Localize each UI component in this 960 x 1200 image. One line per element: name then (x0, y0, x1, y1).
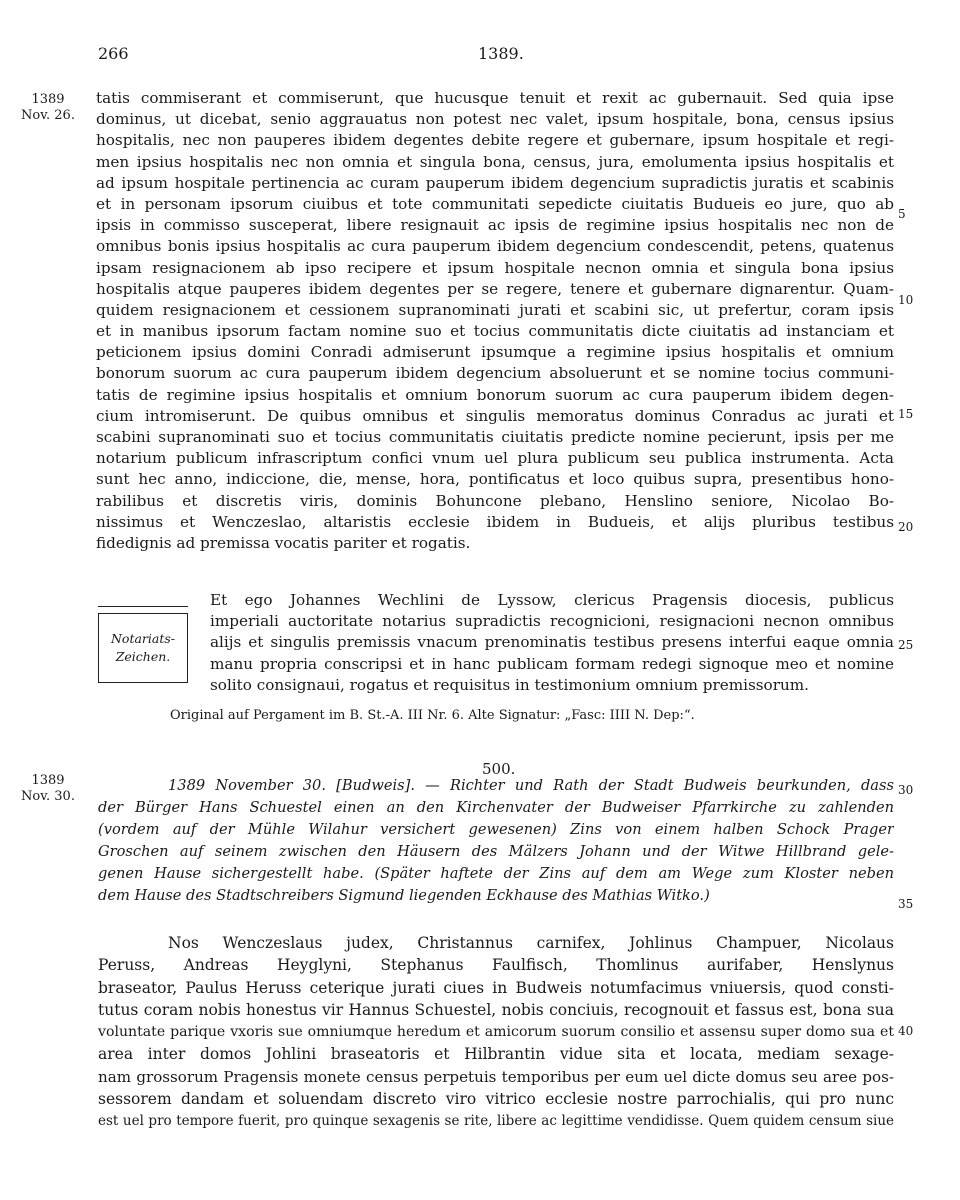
margin-date-2 (14, 773, 82, 805)
text-line: ad ipsum hospitale pertinencia ac curam pauperum ibidem degencium supradictis juratis et scabinis (96, 173, 894, 192)
text-line: rabilibus et discretis viris, dominis Bohuncone plebano, Henslino seniore, Nicolao Bo- (96, 491, 894, 510)
text-line: dem Hause des Stadtschreibers Sigmund liegenden Eckhause des Mathias Witko.) (98, 887, 710, 904)
margin-date-year: 1389 (31, 92, 65, 107)
text-line: nissimus et Wenczeslao, altaristis ecclesie ibidem in Budueis, et alijs pluribus testibus (96, 512, 894, 531)
regest-summary (98, 775, 894, 907)
margin-date-1 (14, 92, 82, 124)
line-number: 30 (898, 783, 914, 797)
running-head-year: 1389. (478, 44, 524, 63)
text-line: quidem resignacionem et cessionem supranominati jurati et scabini sic, ut prefertur, coram ipsis (96, 300, 894, 319)
text-line: manu propria conscripsi et in hanc publicam formam redegi signoque meo et nomine (210, 654, 894, 673)
line-number: 40 (898, 1024, 914, 1038)
text-line: sunt hec anno, indiccione, die, mense, hora, pontificatus et loco quibus supra, presentibus hono- (96, 470, 894, 489)
notary-sign-box-top (98, 606, 188, 607)
line-number: 35 (898, 897, 914, 911)
text-line: solito consignaui, rogatus et requisitus in testimonium omnium premissorum. (210, 675, 809, 694)
text-line: genen Hause sichergestellt habe. (Später haftete der Zins auf dem am Wege zum Kloster neben (98, 865, 894, 882)
text-line: nam grossorum Pragensis monete census perpetuis temporibus per eum uel dicte domus seu aree pos- (98, 1067, 894, 1086)
text-line: omnibus bonis ipsius hospitalis ac cura pauperum ibidem degencium condescendit, petens, quatenus (96, 237, 894, 256)
document-text (98, 932, 894, 1133)
line-number: 25 (898, 638, 914, 652)
text-line: Peruss, Andreas Heyglyni, Stephanus Faulfisch, Thomlinus aurifaber, Henslynus (98, 956, 894, 975)
document-text (96, 88, 894, 554)
text-line: et in personam ipsorum ciuibus et tote communitati sepedicte ciuitatis Budueis eo jure, quo ab (96, 194, 894, 213)
text-line: (vordem auf der Mühle Wilahur versichert gewesenen) Zins von einem halben Schock Prager (98, 821, 894, 838)
margin-date-year: 1389 (31, 773, 65, 788)
text-line: bonorum suorum ac cura pauperum ibidem degencium absoluerunt et se nomine tocius communi- (96, 364, 894, 383)
text-line: hospitalis atque pauperes ibidem degentes per se regere, tenere et gubernare dignarentur. Quam- (96, 279, 894, 298)
notary-sign-box (98, 613, 188, 683)
text-line: cium intromiserunt. De quibus omnibus et singulis memoratus dominus Conradus ac jurati et (96, 406, 894, 425)
text-line: fidedignis ad premissa vocatis pariter et rogatis. (96, 533, 471, 552)
text-line: tutus coram nobis honestus vir Hannus Schuestel, nobis conciuis, recognouit et fassus est, bona sua (98, 1000, 894, 1019)
text-line: men ipsius hospitalis nec non omnia et singula bona, census, jura, emolumenta ipsius hospitalis et (96, 152, 894, 171)
text-line: Et ego Johannes Wechlini de Lyssow, clericus Pragensis diocesis, publicus (210, 591, 894, 609)
text-line: ipsam resignacionem ab ipso recipere et ipsum hospitale necnon omnia et singula bona ipsius (96, 258, 894, 277)
text-line: est uel pro tempore fuerit, pro quinque sexagenis se rite, libere ac legittime vendidisse. Quem quidem censum siue (98, 1113, 894, 1130)
text-line: 1389 November 30. [Budweis]. — Richter und Rath der Stadt Budweis beurkunden, dass (168, 777, 894, 794)
text-line: tatis commiserant et commiserunt, que hucusque tenuit et rexit ac gubernauit. Sed quia ipse (96, 89, 894, 107)
text-line: notarium publicum infrascriptum confici vnum uel plura publicum seu publica instrumenta. Acta (96, 449, 894, 468)
text-line: dominus, ut dicebat, senio aggrauatus non potest nec valet, ipsum hospitale, bona, census ipsius (96, 110, 894, 129)
text-line: Groschen auf seinem zwischen den Häusern des Mälzers Johann und der Witwe Hillbrand gele- (98, 843, 894, 860)
text-line: Nos Wenczeslaus judex, Christannus carnifex, Johlinus Champuer, Nicolaus (168, 934, 894, 952)
notary-sign-label: Zeichen. (115, 649, 171, 664)
page-number: 266 (98, 44, 129, 63)
text-line: et in manibus ipsorum factam nomine suo et tocius communitatis dicte ciuitatis ad instanciam et (96, 322, 894, 341)
notary-text (210, 590, 894, 696)
text-line: braseator, Paulus Heruss ceterique jurati ciues in Budweis notumfacimus vniuersis, quod consti- (98, 978, 894, 997)
text-line: hospitalis, nec non pauperes ibidem degentes debite regere et gubernare, ipsum hospitale et regi- (96, 131, 894, 150)
source-note: Original auf Pergament im B. St.-A. III Nr. 6. Alte Signatur: „Fasc: IIII N. Dep:“. (170, 708, 695, 723)
line-number: 15 (898, 407, 914, 421)
text-line: imperiali auctoritate notarius supradictis recognicioni, resignacioni necnon omnibus (210, 612, 894, 631)
notary-sign-label: Notariats- (110, 631, 176, 646)
line-number: 5 (898, 207, 906, 221)
line-number: 10 (898, 293, 914, 307)
text-line: der Bürger Hans Schuestel einen an den Kirchenvater der Budweiser Pfarrkirche zu zahlenden (98, 799, 894, 816)
text-line: tatis de regimine ipsius hospitalis et omnium bonorum suorum ac cura pauperum ibidem degen- (96, 385, 894, 404)
margin-date-day: Nov. 30. (21, 789, 75, 804)
line-number: 20 (898, 520, 914, 534)
document-number: 500. (482, 760, 516, 778)
margin-date-day: Nov. 26. (21, 108, 75, 123)
text-line: area inter domos Johlini braseatoris et Hilbrantin vidue sita et locata, mediam sexage- (98, 1045, 894, 1064)
text-line: peticionem ipsius domini Conradi admiserunt ipsumque a regimine ipsius hospitalis et omnium (96, 343, 894, 362)
text-line: sessorem dandam et soluendam discreto viro vitrico ecclesie nostre parrochialis, qui pro nunc (98, 1090, 894, 1109)
text-line: scabini supranominati suo et tocius communitatis ciuitatis predicte nomine pecierunt, ipsis per me (96, 428, 894, 446)
text-line: voluntate parique vxoris sue omniumque heredum et amicorum suorum consilio et assensu super domo sua et (98, 1024, 894, 1041)
text-line: alijs et singulis premissis vnacum prenominatis testibus presens interfui eaque omnia (210, 633, 894, 652)
text-line: ipsis in commisso susceperat, libere resignauit ac ipsis de regimine ipsius hospitalis nec non de (96, 216, 894, 235)
